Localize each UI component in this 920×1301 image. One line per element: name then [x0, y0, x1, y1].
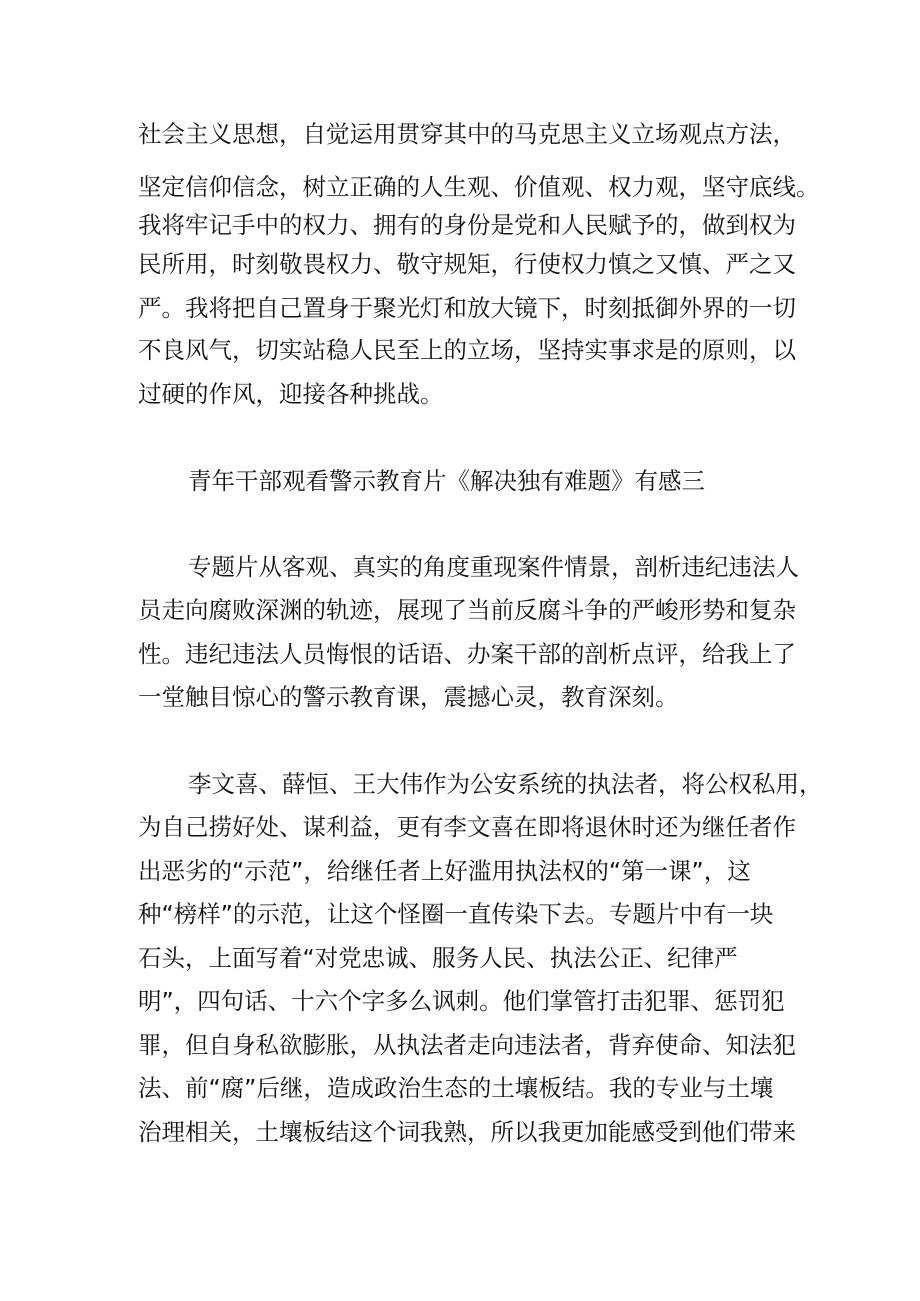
paragraph-2-line-1: 专题片从客观、真实的角度重现案件情景，剖析违纪违法人: [188, 553, 799, 581]
paragraph-1-line-7: 过硬的作风，迎接各种挑战。: [138, 380, 444, 408]
paragraph-2-line-3: 性。违纪违法人员悔恨的话语、办案干部的剖析点评，给我上了: [138, 640, 796, 668]
paragraph-3-line-9: 治理相关，土壤板结这个词我熟，所以我更加能感受到他们带来: [138, 1118, 796, 1146]
paragraph-3-line-1: 李文喜、薛恒、王大伟作为公安系统的执法者，将公权私用，: [188, 770, 823, 798]
paragraph-3-line-7: 罪，但自身私欲膨胀，从执法者走向违法者，背弃使命、知法犯: [138, 1031, 796, 1059]
paragraph-3-line-4: 种“榜样”的示范，让这个怪圈一直传染下去。专题片中有一块: [138, 900, 774, 928]
paragraph-2-line-4: 一堂触目惊心的警示教育课，震撼心灵，教育深刻。: [138, 683, 679, 711]
paragraph-3-line-2: 为自己捞好处、谋利益，更有李文喜在即将退休时还为继任者作: [138, 813, 796, 841]
paragraph-1-line-3: 我将牢记手中的权力、拥有的身份是党和人民赋予的，做到权为: [138, 211, 796, 239]
paragraph-1-line-1: 社会主义思想，自觉运用贯穿其中的马克思主义立场观点方法，: [138, 120, 796, 148]
paragraph-3-line-8: 法、前“腐”后继，造成政治生态的土壤板结。我的专业与土壤: [138, 1074, 774, 1102]
section-title: 青年干部观看警示教育片《解决独有难题》有感三: [188, 467, 705, 495]
paragraph-1-line-5: 严。我将把自己置身于聚光灯和放大镜下，时刻抵御外界的一切: [138, 294, 796, 322]
paragraph-3-line-6: 明”，四句话、十六个字多么讽刺。他们掌管打击犯罪、惩罚犯: [138, 987, 785, 1015]
paragraph-3-line-5: 石头，上面写着“对党忠诚、服务人民、执法公正、纪律严: [138, 944, 738, 972]
paragraph-1-line-2: 坚定信仰信念，树立正确的人生观、价值观、权力观，坚守底线。: [138, 173, 820, 201]
paragraph-1-line-6: 不良风气，切实站稳人民至上的立场，坚持实事求是的原则，以: [138, 336, 796, 364]
paragraph-1-line-4: 民所用，时刻敬畏权力、敬守规矩，行使权力慎之又慎、严之又: [138, 250, 796, 278]
paragraph-3-line-3: 出恶劣的“示范”，给继任者上好滥用执法权的“第一课”，这: [138, 857, 751, 885]
paragraph-2-line-2: 员走向腐败深渊的轨迹，展现了当前反腐斗争的严峻形势和复杂: [138, 596, 796, 624]
